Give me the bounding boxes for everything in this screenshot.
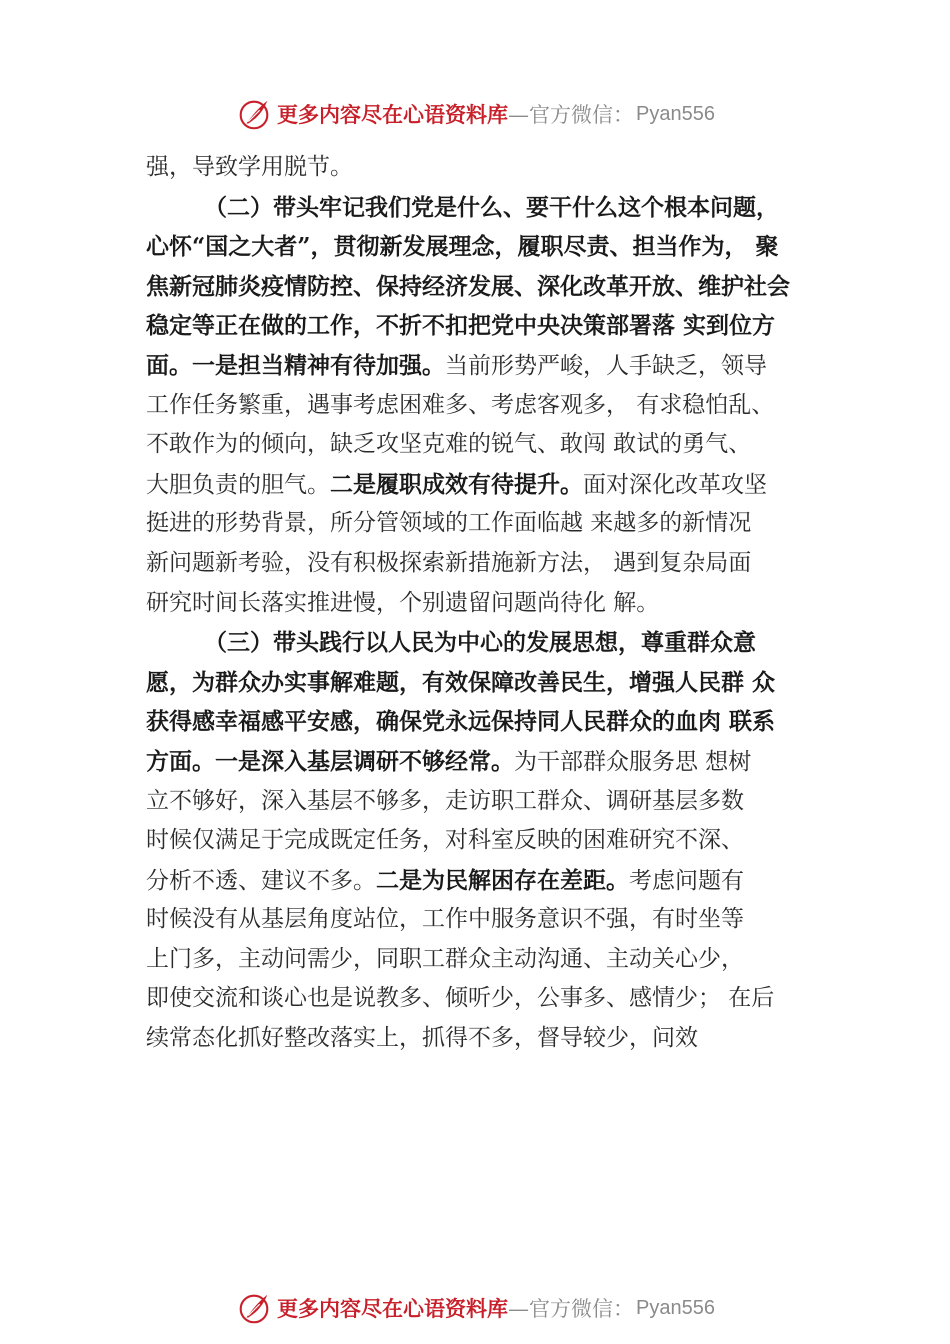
text-line (146, 584, 836, 624)
text-run: 上门多，主动问需少，同职工群众主动沟通、主动关心少， (146, 945, 744, 972)
text-run: 时候没有从基层角度站位，工作中服务意识不强，有时坐等 (146, 906, 744, 933)
bold-text-run: 愿，为群众办实事解难题，有效保障改善民生，增强人民群 众 (146, 668, 776, 696)
footer-watermark-banner (0, 1288, 950, 1328)
text-line (146, 663, 836, 703)
text-run: 大胆负责的胆气。 (146, 471, 330, 498)
banner-library-text: 更多内容尽在心语资料库 (277, 1296, 509, 1321)
bold-text-run: 二是为民解困存在差距。 (376, 866, 629, 894)
text-line (146, 148, 836, 188)
bold-text-run: （二）带头牢记我们党是什么、要干什么这个根本问题， (204, 193, 779, 221)
text-run: 时候仅满足于完成既定任务，对科室反映的困难研究不深、 (146, 827, 744, 854)
text-line (146, 425, 836, 465)
text-line (146, 504, 836, 544)
text-line (146, 861, 836, 901)
text-line (146, 188, 836, 228)
bold-text-run: 稳定等正在做的工作，不折不扣把党中央决策部署落 实到位方 (146, 312, 776, 340)
text-line (146, 267, 836, 307)
text-run: 立不够好，深入基层不够多，走访职工群众、调研基层多数 (146, 787, 744, 814)
bold-text-run: 焦新冠肺炎疫情防控、保持经济发展、深化改革开放、维护社会 (146, 272, 790, 300)
document-body (146, 148, 836, 1059)
bold-text-run: 获得感幸福感平安感，确保党永远保持同人民群众的血肉 联系 (146, 708, 776, 736)
text-line (146, 386, 836, 426)
quill-pen-logo-icon (235, 95, 273, 133)
bold-text-run: 心怀“国之大者”，贯彻新发展理念，履职尽责、担当作为， 聚 (146, 233, 779, 261)
text-run: 为干部群众服务思 想树 (514, 748, 752, 775)
banner-library-text: 更多内容尽在心语资料库 (277, 102, 509, 127)
bold-text-run: 面。一是担当精神有待加强。 (146, 351, 445, 379)
text-run: 挺进的形势背景，所分管领域的工作面临越 来越多的新情况 (146, 510, 752, 537)
banner-wechat-id: Pyan556 (636, 102, 715, 125)
banner-wechat-label: —官方微信： (508, 1297, 635, 1321)
text-line (146, 465, 836, 505)
text-line (146, 1019, 836, 1059)
text-line (146, 346, 836, 386)
text-line (146, 940, 836, 980)
text-run: 即使交流和谈心也是说教多、倾听少，公事多、感情少； 在后 (146, 985, 775, 1012)
bold-text-run: 方面。一是深入基层调研不够经常。 (146, 747, 514, 775)
text-line (146, 900, 836, 940)
text-run: 当前形势严峻，人手缺乏，领导 (445, 352, 767, 379)
text-line (146, 623, 836, 663)
text-line (146, 979, 836, 1019)
text-line (146, 782, 836, 822)
text-run: 工作任务繁重，遇事考虑困难多、考虑客观多， 有求稳怕乱、 (146, 391, 775, 418)
text-run: 考虑问题有 (629, 867, 744, 894)
text-run: 不敢作为的倾向，缺乏攻坚克难的锐气、敢闯 敢试的勇气、 (146, 431, 752, 458)
text-line (146, 544, 836, 584)
text-line (146, 702, 836, 742)
text-run: 新问题新考验，没有积极探索新措施新方法， 遇到复杂局面 (146, 549, 752, 576)
text-line (146, 742, 836, 782)
text-line (146, 227, 836, 267)
text-run: 强，导致学用脱节。 (146, 154, 353, 180)
bold-text-run: 二是履职成效有待提升。 (330, 470, 583, 498)
banner-wechat-id: Pyan556 (636, 1296, 715, 1319)
header-watermark-banner (0, 94, 950, 134)
text-run: 面对深化改革攻坚 (583, 471, 767, 498)
text-line (146, 821, 836, 861)
bold-text-run: （三）带头践行以人民为中心的发展思想，尊重群众意 (204, 629, 756, 657)
quill-pen-logo-icon (235, 1289, 273, 1327)
text-run: 续常态化抓好整改落实上，抓得不多，督导较少，问效 (146, 1025, 698, 1052)
text-run: 分析不透、建议不多。 (146, 867, 376, 894)
text-line (146, 306, 836, 346)
text-run: 研究时间长落实推进慢，个别遗留问题尚待化 解。 (146, 589, 660, 616)
banner-wechat-label: —官方微信： (508, 103, 635, 127)
